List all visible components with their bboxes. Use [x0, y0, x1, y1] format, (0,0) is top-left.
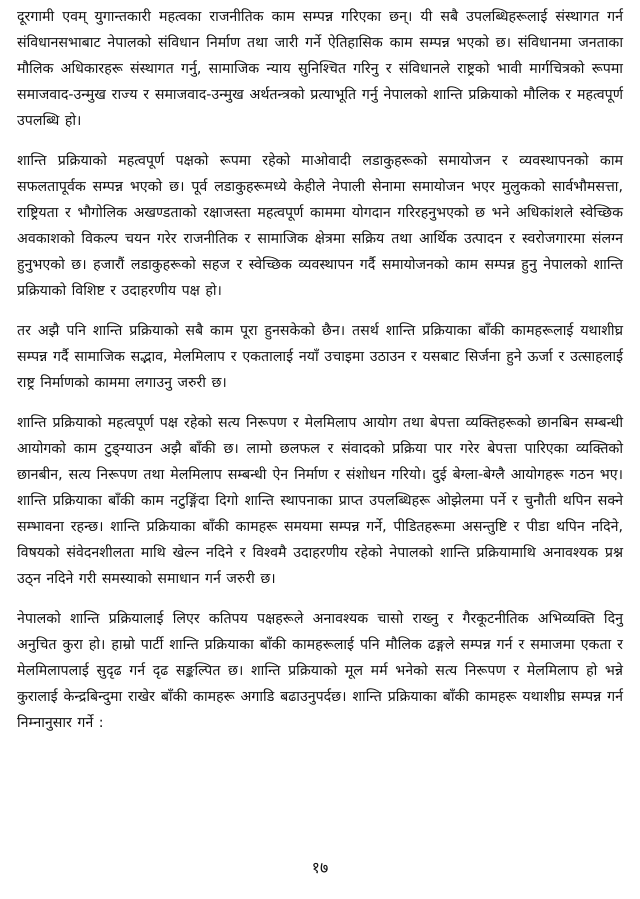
page-number: १७	[311, 858, 329, 877]
paragraph-1: दूरगामी एवम् युगान्तकारी महत्वका राजनीतिक काम सम्पन्न गरिएका छन्। यी सबै उपलब्धिहरूलाई संस्थागत गर्न संविधानसभाबाट नेपालको संविधान निर्माण तथा जारी गर्ने ऐतिहासिक काम सम्पन्न भएको छ। संविधानमा जनताका मौलिक अधिकारहरू संस्थागत गर्नु, सामाजिक न्याय सुनिश्चित गरिनु र संविधानले राष्ट्रको भावी मार्गचित्रको रूपमा समाजवाद-उन्मुख राज्य र समाजवाद-उन्मुख अर्थतन्त्रको प्रत्याभूति गर्नु नेपालको शान्ति प्रक्रियाको मौलिक र महत्वपूर्ण उपलब्धि हो।	[17, 9, 623, 129]
paragraph-2: शान्ति प्रक्रियाको महत्वपूर्ण पक्षको रूपमा रहेको माओवादी लडाकुहरूको समायोजन र व्यवस्थापनको काम सफलतापूर्वक सम्पन्न भएको छ। पूर्व लडाकुहरूमध्ये केहीले नेपाली सेनामा समायोजन भएर मुलुकको सार्वभौमसत्ता, राष्ट्रियता र भौगोलिक अखण्डताको रक्षाजस्ता महत्वपूर्ण काममा योगदान गरिरहनुभएको छ भने अधिकांशले स्वेच्छिक अवकाशको विकल्प चयन गरेर राजनीतिक र सामाजिक क्षेत्रमा सक्रिय तथा आर्थिक उत्पादन र स्वरोजगारमा संलग्न हुनुभएको छ। हजारौं लडाकुहरूको सहज र स्वेच्छिक व्यवस्थापन गर्दै समायोजनको काम सम्पन्न हुनु नेपालको शान्ति प्रक्रियाको विशिष्ट र उदाहरणीय पक्ष हो।	[17, 153, 623, 299]
document-page	[17, 4, 623, 750]
paragraph-4: शान्ति प्रक्रियाको महत्वपूर्ण पक्ष रहेको सत्य निरूपण र मेलमिलाप आयोग तथा बेपत्ता व्यक्तिहरूको छानबिन सम्बन्धी आयोगको काम टुङ्ग्याउन अझै बाँकी छ। लामो छलफल र संवादको प्रक्रिया पार गरेर बेपत्ता पारिएका व्यक्तिको छानबीन, सत्य निरूपण तथा मेलमिलाप सम्बन्धी ऐन निर्माण र संशोधन गरियो। दुई बेग्ला-बेग्लै आयोगहरू गठन भए। शान्ति प्रक्रियाका बाँकी काम नटुङ्गिंदा दिगो शान्ति स्थापनाका प्राप्त उपलब्धिहरू ओझेलमा पर्ने र चुनौती थपिन सक्ने सम्भावना रहन्छ। शान्ति प्रक्रियाका बाँकी कामहरू समयमा सम्पन्न गर्ने, पीडितहरूमा असन्तुष्टि र पीडा थपिन नदिने, विषयको संवेदनशीलता माथि खेल्न नदिने र विश्वमै उदाहरणीय रहेको नेपालको शान्ति प्रक्रियामाथि अनावश्यक प्रश्न उठ्न नदिने गरी समस्याको समाधान गर्न जरुरी छ।	[17, 415, 623, 587]
paragraph-5: नेपालको शान्ति प्रक्रियालाई लिएर कतिपय पक्षहरूले अनावश्यक चासो राख्नु र गैरकूटनीतिक अभिव्यक्ति दिनु अनुचित कुरा हो। हाम्रो पार्टी शान्ति प्रक्रियाका बाँकी कामहरूलाई पनि मौलिक ढङ्गले सम्पन्न गर्न र समाजमा एकता र मेलमिलापलाई सुदृढ गर्न दृढ सङ्कल्पित छ। शान्ति प्रक्रियाको मूल मर्म भनेको सत्य निरूपण र मेलमिलाप हो भन्ने कुरालाई केन्द्रबिन्दुमा राखेर बाँकी कामहरू अगाडि बढाउनुपर्दछ। शान्ति प्रक्रियाका बाँकी कामहरू यथाशीघ्र सम्पन्न गर्न निम्नानुसार गर्ने :	[17, 611, 623, 731]
paragraph-3: तर अझै पनि शान्ति प्रक्रियाको सबै काम पूरा हुनसकेको छैन। तसर्थ शान्ति प्रक्रियाका बाँकी कामहरूलाई यथाशीघ्र सम्पन्न गर्दै सामाजिक सद्भाव, मेलमिलाप र एकतालाई नयाँ उचाइमा उठाउन र यसबाट सिर्जना हुने ऊर्जा र उत्साहलाई राष्ट्र निर्माणको काममा लगाउनु जरुरी छ।	[17, 323, 623, 391]
